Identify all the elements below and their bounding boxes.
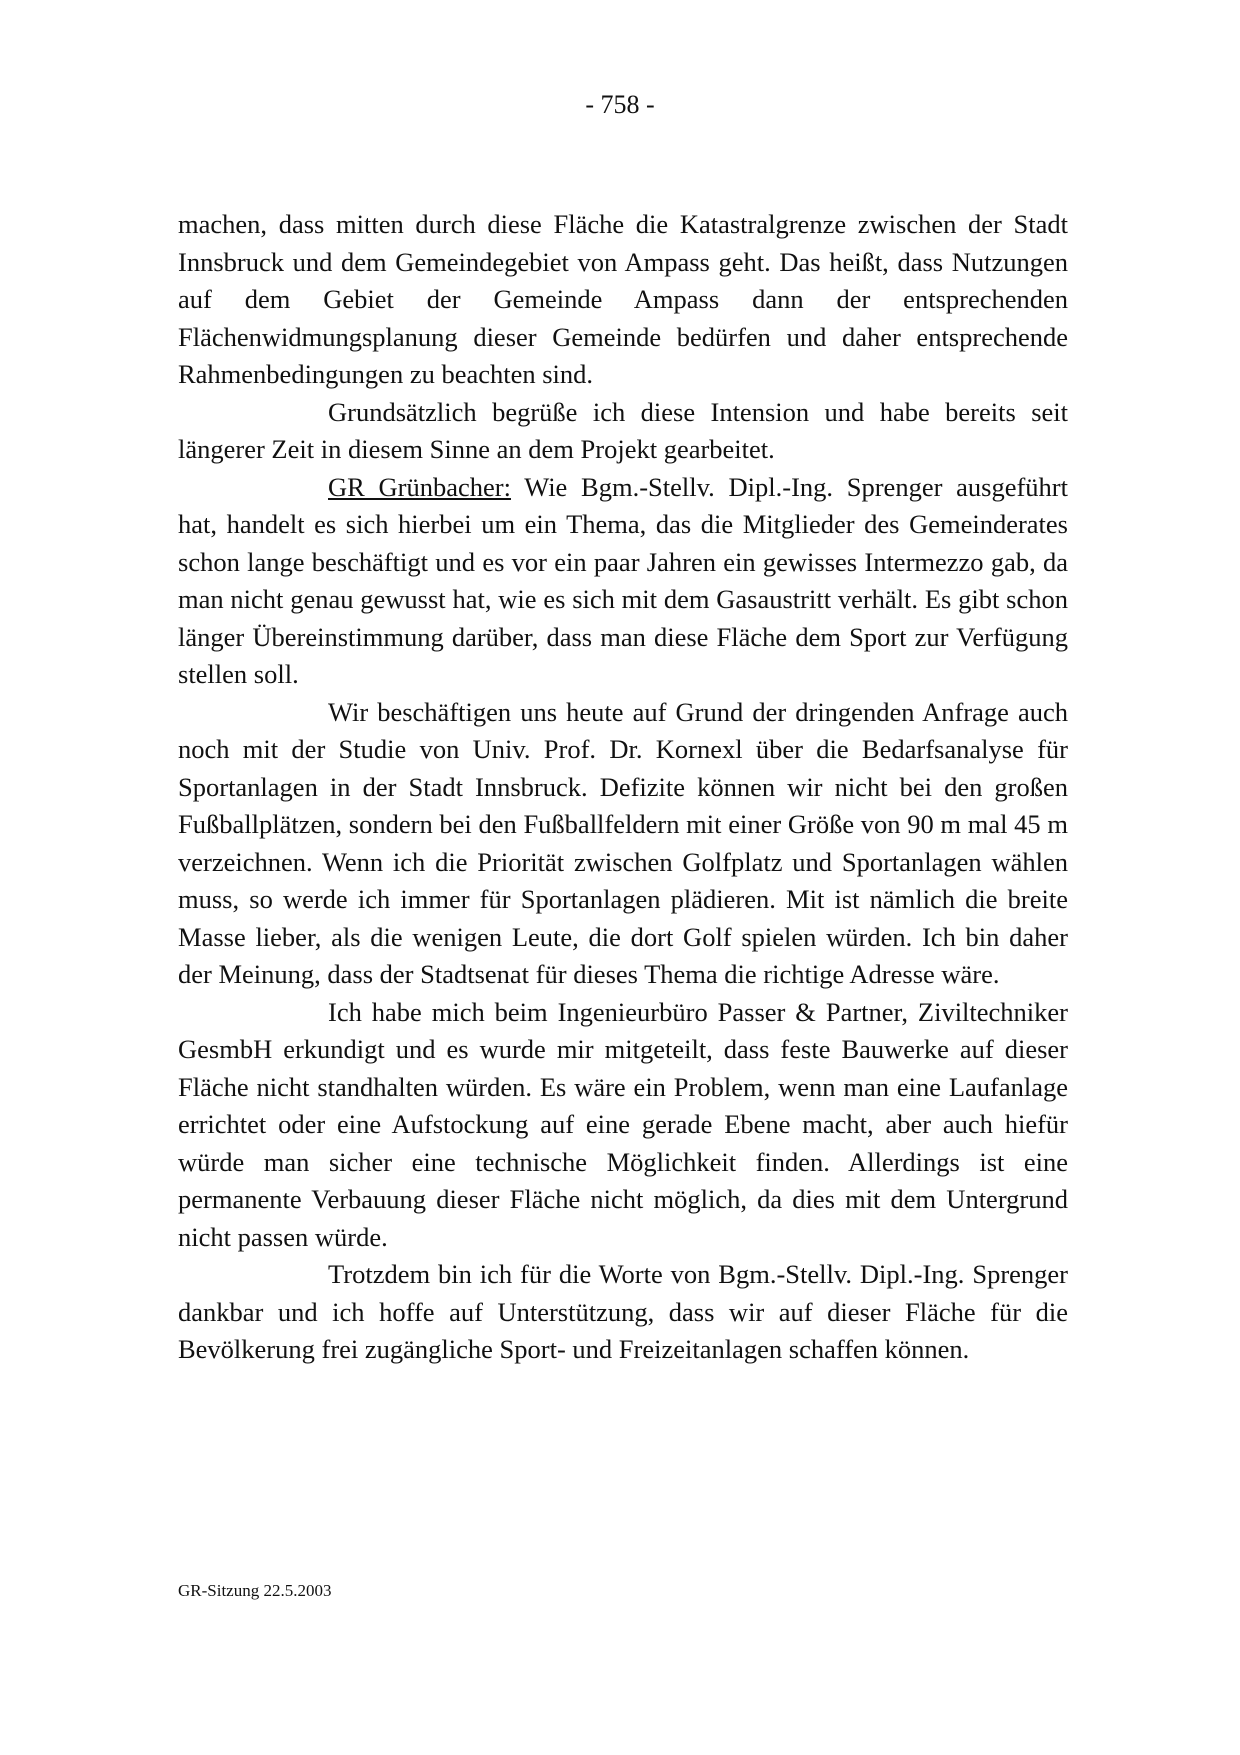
paragraph-intro: machen, dass mitten durch diese Fläche die Katastralgrenze zwischen der Stadt Innsbruck und dem Gemeindegebiet von Ampass geht. Das heißt, dass Nutzungen auf dem Gebiet der Gemeinde Ampass dann der entsprechenden Flächenwidmungsplanung dieser Gemeinde bedürfen und daher entsprechende Rahmenbedingungen zu beachten sind.	[178, 209, 1068, 389]
speaker-text: Wie Bgm.-Stellv. Dipl.-Ing. Sprenger ausgeführt hat, handelt es sich hierbei um ein Thema, das die Mitglieder des Gemeinderates schon lange beschäftigt und es vor ein paar Jahren ein gewisses Intermezzo gab, da man nicht genau gewusst hat, wie es sich mit dem Gasaustritt verhält. Es gibt schon länger Übereinstimmung darüber, dass man diese Fläche dem Sport zur Verfügung stellen soll.	[178, 471, 1068, 689]
paragraph-speaker-gruenbacher	[178, 469, 1068, 694]
paragraph-grundsaetzlich: Grundsätzlich begrüße ich diese Intension und habe bereits seit längerer Zeit in diesem Sinne an dem Projekt gearbeitet.	[178, 396, 1068, 464]
speaker-label: GR Grünbacher:	[328, 471, 511, 502]
paragraph-ingenieurbuero: Ich habe mich beim Ingenieurbüro Passer & Partner, Ziviltechniker GesmbH erkundigt und es wurde mir mitgeteilt, dass feste Bauwerke auf dieser Fläche nicht standhalten würden. Es wäre ein Problem, wenn man eine Laufanlage errichtet oder eine Aufstockung auf eine gerade Ebene macht, aber auch hiefür würde man sicher eine technische Möglichkeit finden. Allerdings ist eine permanente Verbauung dieser Fläche nicht möglich, da dies mit dem Untergrund nicht passen würde.	[178, 996, 1068, 1252]
page-number: - 758 -	[585, 90, 655, 119]
footer-session-date: GR-Sitzung 22.5.2003	[178, 1581, 332, 1600]
document-body	[178, 206, 1068, 1369]
paragraph-studie: Wir beschäftigen uns heute auf Grund der dringenden Anfrage auch noch mit der Studie von Univ. Prof. Dr. Kornexl über die Bedarfsanalyse für Sportanlagen in der Stadt Innsbruck. Defizite können wir nicht bei den großen Fußballplätzen, sondern bei den Fußballfeldern mit einer Größe von 90 m mal 45 m verzeichnen. Wenn ich die Priorität zwischen Golfplatz und Sportanlagen wählen muss, so werde ich immer für Sportanlagen plädieren. Mit ist nämlich die breite Masse lieber, als die wenigen Leute, die dort Golf spielen würden. Ich bin daher der Meinung, dass der Stadtsenat für dieses Thema die richtige Adresse wäre.	[178, 696, 1068, 989]
paragraph-trotzdem: Trotzdem bin ich für die Worte von Bgm.-Stellv. Dipl.-Ing. Sprenger dankbar und ich hoffe auf Unterstützung, dass wir auf dieser Fläche für die Bevölkerung frei zugängliche Sport- und Freizeitanlagen schaffen können.	[178, 1259, 1068, 1364]
